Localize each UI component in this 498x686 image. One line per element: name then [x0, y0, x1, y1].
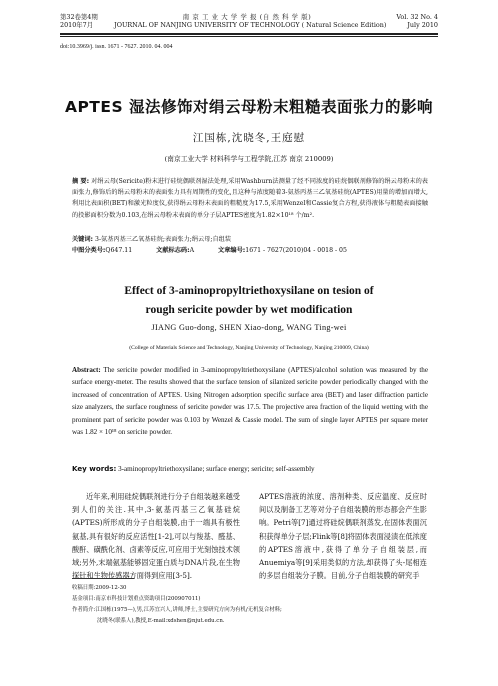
footnote-bio-text: 江国栋(1975—),男,江苏宜兴人,讲师,博士,主要研究方向为有机/无机复合材料;	[95, 607, 282, 613]
authors-en: JIANG Guo-dong, SHEN Xiao-dong, WANG Ting-wei	[151, 323, 347, 332]
abstract-en-text: The sericite powder modified in 3-aminopropyltriethoxysilane (APTES)/alcohol solution was measured by the surface energy-meter. The results showed that the surface tension of silanized sericite powder periodically changed with the increased of concentration of APTES. Using Nitrogen adsorption specific surface area (BET) and laser diffraction particle size analyzers, the surface roughness of sericite powder was 17.5. The projective area fraction of the liquid wetting with the prominent part of sericite powder was 0.103 by Wenzel & Cassie model. The sum of single layer APTES per square meter was 1.82 × 10¹⁸ on sericite powder.	[72, 366, 428, 437]
date-cn: 2010年7月	[60, 21, 94, 29]
header-rule-thick	[60, 33, 438, 35]
title-en	[60, 282, 438, 320]
volume-cn: 第32卷第4期	[60, 13, 98, 21]
keywords-en-text: 3-aminopropyltriethoxysilane; surface energy; sericite; self-assembly	[118, 465, 315, 473]
title-en-line1: Effect of 3-aminopropyltriethoxysilane on tesion of	[124, 285, 374, 297]
footnote-bio	[72, 605, 428, 616]
classification-row	[72, 245, 371, 254]
abstract-cn-text: 对绢云母(Sericite)粉末进行硅烷偶联剂湿法处理,采用Washburn法测量了经不同浓度的硅烷偶联剂修饰的绢云母粉末的表面张力,修饰后的绢云母粉末的表面张力具有周期性的变化,且这种与浓度随着3-氨基丙基三乙氧基硅烷(APTES)用量的增加而增大,利用比表面积(BET)和激光粒度仪,获得绢云母粉末表面的粗糙度为17.5,采用Wenzel和Cassie复合方程,获得液体与粗糙表面接触的投影面积分数为0.103,在绢云母粉末表面的单分子层APTES密度为1.82×10¹⁸ 个/m².	[72, 178, 428, 219]
body-column-right	[259, 490, 427, 582]
doi: doi:10.3969/j. issn. 1671 - 7627. 2010. 04. 004	[60, 44, 173, 50]
abstract-cn-label: 摘 要:	[72, 178, 90, 185]
body-column-left	[72, 490, 240, 582]
journal-name-en: JOURNAL OF NANJING UNIVERSITY OF TECHNOLOGY ( Natural Science Edition)	[114, 21, 387, 29]
header-rule-thin	[60, 36, 438, 37]
affiliation-cn: (南京工业大学 材料科学与工程学院,江苏 南京 210009)	[164, 155, 334, 163]
footnotes	[72, 583, 428, 627]
keywords-en	[72, 464, 428, 473]
clc-value: Q647.11	[105, 247, 133, 254]
affiliation-en: (College of Materials Science and Technology, Nanjing University of Technology, Nanjing 210009, China)	[129, 345, 369, 351]
abstract-cn	[72, 176, 428, 221]
title-cn: APTES 湿法修饰对绢云母粉末粗糙表面张力的影响	[64, 98, 434, 116]
journal-name-cn: 南 京 工 业 大 学 学 报 (自 然 科 学 版)	[182, 13, 312, 21]
title-en-line2: rough sericite powder by wet modification	[145, 304, 353, 316]
keywords-cn	[72, 234, 231, 245]
abstract-en	[72, 364, 428, 438]
keywords-cn-label: 关键词:	[72, 236, 94, 243]
volume-en: Vol. 32 No. 4	[396, 13, 438, 21]
doc-code-label: 文献标志码:	[156, 247, 190, 254]
keywords-en-label: Key words:	[72, 464, 117, 473]
article-no-label: 文章编号:	[218, 247, 246, 254]
footnote-contact: 沈晓冬(联系人),教授,E-mail:xdshen@njut.edu.cn.	[97, 618, 225, 624]
article-no-value: 1671 - 7627(2010)04 - 0018 - 05	[245, 247, 347, 254]
body-paragraph: 近年来,利用硅烷偶联剂进行分子自组装越来越受到人们的关注.其中,3-氨基丙基三乙氧基硅烷(APTES)所形成的分子自组装膜,由于一端具有极性氨基,具有很好的反应活性[1-2],可以与羧基、醛基、酸酐、磺酰化剂、卤素等反应,可应用于光刻蚀技术领域;另外,末端氨基能够固定蛋白质与DNA片段,在生物探针和生物传感器方面得到应用[3-5].	[72, 492, 240, 581]
body-paragraph: APTES溶液的浓度、溶剂种类、反应温度、反应时间以及制备工艺等对分子自组装膜的形态都会产生影响。Petri等[7]通过将硅烷偶联剂蒸发,在固体表面沉积获得单分子层;Flink等[8]将固体表面浸渍在低浓度的APTES溶液中,获得了单分子自组装层,而Anuemiya等[9]采用类似的方法,却获得了头-尾相连的多层自组装分子膜。目前,分子自组装膜的研究手	[259, 492, 427, 581]
footnote-bio-label: 作者简介:	[72, 607, 96, 613]
abstract-en-label: Abstract:	[72, 366, 101, 374]
footnote-funding: 基金项目:南京市科技计划重点资助项目(200907011)	[72, 596, 201, 602]
footnote-rule	[72, 578, 134, 579]
keywords-cn-text: 3-氨基丙基三乙氧基硅烷;表面张力;绢云母;自组装	[95, 236, 232, 243]
running-header	[60, 13, 438, 29]
authors-cn: 江国栋,沈晓冬,王庭慰	[192, 132, 306, 144]
date-en: July 2010	[407, 21, 438, 29]
clc-label: 中图分类号:	[72, 247, 106, 254]
footnote-received: 收稿日期:2009-12-30	[72, 585, 127, 591]
doc-code-value: A	[189, 247, 195, 254]
